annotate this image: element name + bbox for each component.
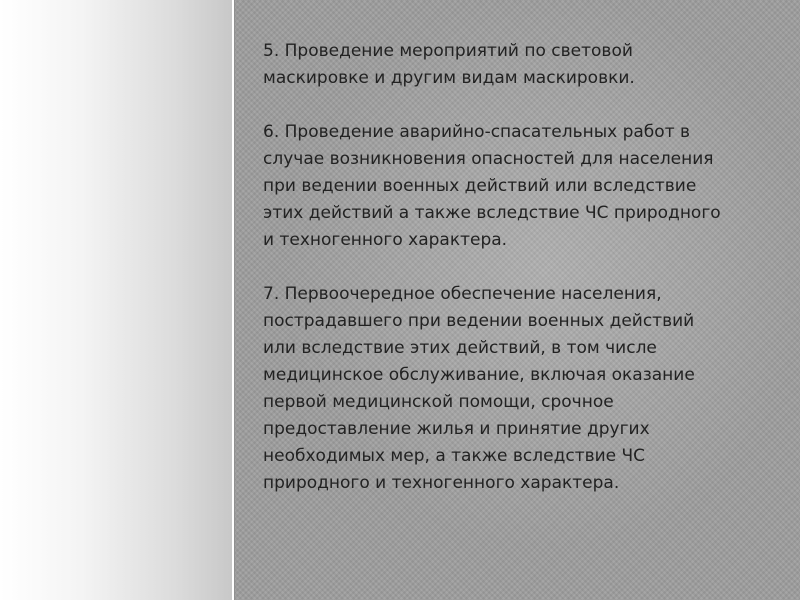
paragraph-item-6: 6. Проведение аварийно-спасательных работ в случае возникновения опасностей для населения при ведении военных действий или вследствие этих действий а также вследствие ЧС природного и техногенного характера.: [263, 122, 721, 250]
paragraph-item-5: 5. Проведение мероприятий по световой маскировке и другим видам маскировки.: [263, 41, 635, 88]
left-decorative-panel: [0, 0, 232, 600]
slide-text-body: [263, 38, 788, 497]
paragraph-item-7: 7. Первоочередное обеспечение населения, пострадавшего при ведении военных действий или вследствие этих действий, в том числе медицинское обслуживание, включая оказание первой медицинской помощи, срочное предоставление жилья и принятие других необходимых мер, а также вследствие ЧС природного и техногенного характера.: [263, 284, 695, 493]
vertical-divider: [232, 0, 234, 600]
